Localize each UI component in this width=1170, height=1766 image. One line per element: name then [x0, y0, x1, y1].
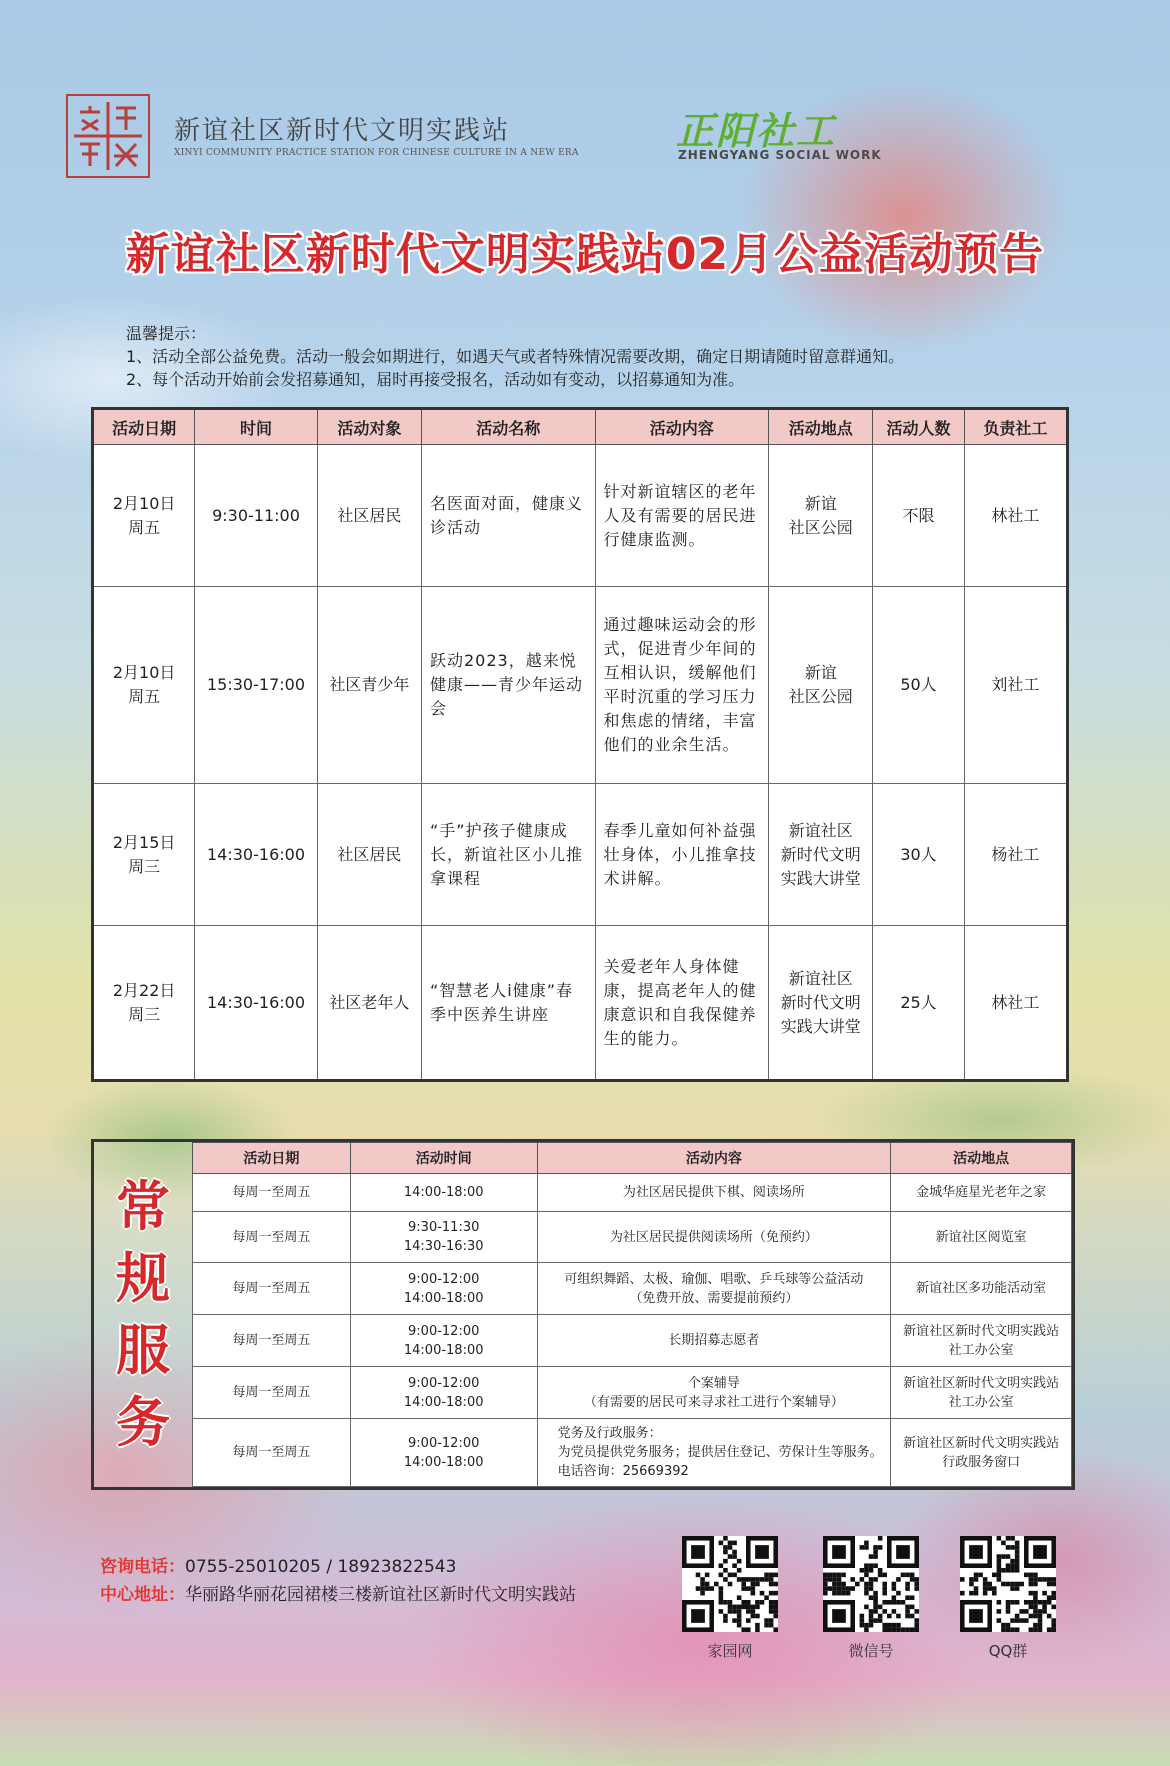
date-text: 2月22日	[112, 980, 176, 1000]
time-line: 14:00-18:00	[403, 1290, 484, 1306]
time-cell	[350, 1212, 537, 1263]
place-cell	[769, 445, 873, 587]
target-cell: 社区青少年	[317, 587, 421, 784]
column-header: 活动地点	[891, 1143, 1072, 1174]
content-line: 为社区居民提供阅读场所（免预约）	[609, 1229, 818, 1245]
place-line: 社区公园	[788, 517, 853, 537]
page-title: 新谊社区新时代文明实践站02月公益活动预告	[125, 229, 1045, 280]
activity-name-cell: 名医面对面，健康义诊活动	[422, 445, 596, 587]
activity-name-cell: “手”护孩子健康成长，新谊社区小儿推拿课程	[422, 784, 596, 926]
place-line: 新谊社区	[788, 968, 853, 988]
time-line: 9:00-12:00	[408, 1323, 480, 1339]
contact-block	[100, 1553, 576, 1609]
time-line: 9:30-11:30	[408, 1220, 480, 1235]
place-line: 新时代文明	[780, 844, 861, 864]
place-line: 新谊社区阅览室	[935, 1229, 1027, 1245]
place-line: 行政服务窗口	[942, 1454, 1021, 1470]
place-cell	[891, 1174, 1072, 1212]
time-line: 14:00-18:00	[403, 1454, 484, 1470]
weekday-text: 周五	[128, 517, 161, 537]
place-cell	[769, 926, 873, 1081]
column-header: 活动日期	[93, 409, 195, 445]
target-cell: 社区老年人	[317, 926, 421, 1081]
place-line: 社工办公室	[948, 1342, 1014, 1358]
table-header-row	[193, 1143, 1072, 1174]
activity-content-cell: 春季儿童如何补益强壮身体，小儿推拿技术讲解。	[595, 784, 769, 926]
qr-caption: QQ群	[988, 1642, 1028, 1660]
content-line: （免费开放、需要提前预约）	[629, 1290, 799, 1306]
content-line: 可组织舞蹈、太极、瑜伽、唱歌、乒乓球等公益活动	[564, 1271, 864, 1287]
notice-block	[126, 322, 904, 391]
time-cell	[350, 1419, 537, 1487]
activity-content-cell: 通过趣味运动会的形式，促进青少年间的互相认识，缓解他们平时沉重的学习压力和焦虑的情绪，丰富他们的业余生活。	[595, 587, 769, 784]
qr-caption: 家园网	[707, 1642, 753, 1660]
count-cell: 50人	[873, 587, 964, 784]
worker-cell: 林社工	[964, 445, 1067, 587]
activity-name-cell: “智慧老人i健康”春季中医养生讲座	[422, 926, 596, 1081]
address-label: 中心地址：	[100, 1585, 185, 1605]
qr-code-icon	[960, 1536, 1056, 1632]
date-cell: 每周一至周五	[193, 1315, 351, 1367]
time-line: 14:00-18:00	[403, 1185, 484, 1200]
time-cell: 14:30-16:00	[195, 926, 317, 1081]
table-row	[193, 1174, 1072, 1212]
activity-content-cell: 针对新谊辖区的老年人及有需要的居民进行健康监测。	[595, 445, 769, 587]
place-line: 实践大讲堂	[780, 1016, 861, 1036]
place-line: 新时代文明	[780, 992, 861, 1012]
content-cell	[537, 1315, 891, 1367]
zhengyang-logo: 正阳社工	[676, 109, 837, 153]
column-header: 活动日期	[193, 1143, 351, 1174]
target-cell: 社区居民	[317, 784, 421, 926]
time-line: 9:00-12:00	[408, 1435, 480, 1451]
time-cell	[350, 1315, 537, 1367]
table-row	[93, 445, 1068, 587]
address-text: 华丽路华丽花园裙楼三楼新谊社区新时代文明实践站	[185, 1585, 576, 1605]
worker-cell: 刘社工	[964, 587, 1067, 784]
place-cell	[891, 1367, 1072, 1419]
place-line: 新谊社区多功能活动室	[916, 1281, 1047, 1296]
label-char: 常	[116, 1174, 170, 1238]
content-cell	[537, 1212, 891, 1263]
worker-cell: 杨社工	[964, 784, 1067, 926]
content-line: 为社区居民提供下棋、阅读场所	[622, 1185, 805, 1200]
qr-block-qq	[960, 1536, 1056, 1661]
label-char: 服	[116, 1318, 170, 1382]
worker-cell: 林社工	[964, 926, 1067, 1081]
place-line: 新谊社区新时代文明实践站	[903, 1375, 1060, 1391]
notice-heading: 温馨提示：	[126, 324, 207, 343]
place-cell	[769, 784, 873, 926]
label-char: 务	[116, 1390, 170, 1454]
place-line: 社区公园	[788, 687, 853, 706]
time-cell: 15:30-17:00	[195, 587, 317, 784]
column-header: 活动地点	[769, 409, 873, 445]
content-line: 个案辅导	[687, 1375, 740, 1391]
column-header: 活动时间	[350, 1143, 537, 1174]
place-line: 新谊	[804, 493, 837, 513]
target-cell: 社区居民	[317, 445, 421, 587]
phone-number: 0755-25010205 / 18923822543	[185, 1557, 457, 1577]
column-header: 活动人数	[873, 409, 964, 445]
time-line: 9:00-12:00	[408, 1271, 480, 1287]
qr-code-icon	[682, 1536, 778, 1632]
phone-label: 咨询电话：	[100, 1557, 185, 1577]
notice-line: 1、活动全部公益免费。活动一般会如期进行，如遇天气或者特殊情况需要改期，确定日期请随时留意群通知。	[126, 347, 905, 366]
weekday-text: 周三	[128, 1004, 161, 1024]
place-cell	[891, 1315, 1072, 1367]
notice-line: 2、每个活动开始前会发招募通知，届时再接受报名，活动如有变动，以招募通知为准。	[126, 370, 745, 389]
qr-block-wechat	[823, 1536, 919, 1661]
content-line: 长期招募志愿者	[668, 1333, 760, 1348]
table-row	[93, 784, 1068, 926]
date-cell: 每周一至周五	[193, 1212, 351, 1263]
content-cell	[537, 1419, 891, 1487]
weekday-text: 周三	[128, 856, 161, 876]
date-cell: 每周一至周五	[193, 1419, 351, 1487]
date-cell	[93, 445, 195, 587]
date-cell	[93, 587, 195, 784]
count-cell: 25人	[873, 926, 964, 1081]
date-cell	[93, 926, 195, 1081]
date-text: 2月10日	[112, 493, 176, 513]
count-cell: 不限	[873, 445, 964, 587]
station-name-en: XINYI COMMUNITY PRACTICE STATION FOR CHINESE CULTURE IN A NEW ERA	[174, 148, 579, 158]
zhengyang-logo-en: ZHENGYANG SOCIAL WORK	[678, 148, 882, 162]
place-line: 社工办公室	[948, 1394, 1014, 1410]
activity-name-cell: 跃动2023，越来悦健康——青少年运动会	[422, 587, 596, 784]
place-line: 新谊	[804, 663, 837, 682]
regular-services-section	[91, 1139, 1075, 1490]
column-header: 时间	[195, 409, 317, 445]
content-line: 党务及行政服务：	[557, 1426, 662, 1441]
place-line: 新谊社区	[788, 820, 853, 840]
content-cell	[537, 1367, 891, 1419]
date-cell: 每周一至周五	[193, 1263, 351, 1315]
time-cell: 9:30-11:00	[195, 445, 317, 587]
activity-content-cell: 关爱老年人身体健康，提高老年人的健康意识和自我保健养生的能力。	[595, 926, 769, 1081]
date-cell	[93, 784, 195, 926]
qr-caption: 微信号	[848, 1642, 894, 1660]
qr-code-icon	[823, 1536, 919, 1632]
monthly-schedule-table	[91, 407, 1069, 1082]
phone-line	[100, 1553, 576, 1581]
place-line: 实践大讲堂	[780, 868, 861, 888]
table-row	[93, 587, 1068, 784]
place-cell	[769, 587, 873, 784]
station-name-cn: 新谊社区新时代文明实践站	[174, 116, 511, 146]
label-char: 规	[116, 1246, 170, 1310]
time-line: 14:00-18:00	[403, 1394, 484, 1410]
regular-services-label	[94, 1142, 192, 1487]
table-row	[193, 1367, 1072, 1419]
date-text: 2月15日	[112, 832, 176, 852]
time-cell	[350, 1263, 537, 1315]
table-row	[193, 1419, 1072, 1487]
place-cell	[891, 1419, 1072, 1487]
table-header-row	[93, 409, 1068, 445]
regular-services-table	[192, 1142, 1072, 1487]
date-cell: 每周一至周五	[193, 1367, 351, 1419]
table-row	[93, 926, 1068, 1081]
column-header: 活动名称	[422, 409, 596, 445]
table-row	[193, 1212, 1072, 1263]
time-cell	[350, 1174, 537, 1212]
content-line: 电话咨询：25669392	[557, 1464, 689, 1479]
place-line: 新谊社区新时代文明实践站	[903, 1435, 1060, 1451]
place-line: 金城华庭星光老年之家	[916, 1185, 1047, 1200]
weekday-text: 周五	[128, 687, 161, 706]
time-line: 9:00-12:00	[408, 1375, 480, 1391]
place-line: 新谊社区新时代文明实践站	[903, 1323, 1060, 1339]
wenming-shijian-seal-icon	[66, 94, 150, 178]
table-row	[193, 1315, 1072, 1367]
content-line: （有需要的居民可来寻求社工进行个案辅导）	[583, 1394, 844, 1410]
column-header: 负责社工	[964, 409, 1067, 445]
qr-block-homepage	[682, 1536, 778, 1661]
column-header: 活动对象	[317, 409, 421, 445]
count-cell: 30人	[873, 784, 964, 926]
place-cell	[891, 1263, 1072, 1315]
content-cell	[537, 1263, 891, 1315]
date-text: 2月10日	[112, 663, 176, 682]
time-line: 14:30-16:30	[403, 1239, 484, 1254]
table-row	[193, 1263, 1072, 1315]
content-cell	[537, 1174, 891, 1212]
content-line: 为党员提供党务服务；提供居住登记、劳保计生等服务。	[557, 1445, 883, 1460]
address-line	[100, 1581, 576, 1609]
time-cell	[350, 1367, 537, 1419]
column-header: 活动内容	[595, 409, 769, 445]
time-line: 14:00-18:00	[403, 1342, 484, 1358]
date-cell: 每周一至周五	[193, 1174, 351, 1212]
column-header: 活动内容	[537, 1143, 891, 1174]
time-cell: 14:30-16:00	[195, 784, 317, 926]
place-cell	[891, 1212, 1072, 1263]
